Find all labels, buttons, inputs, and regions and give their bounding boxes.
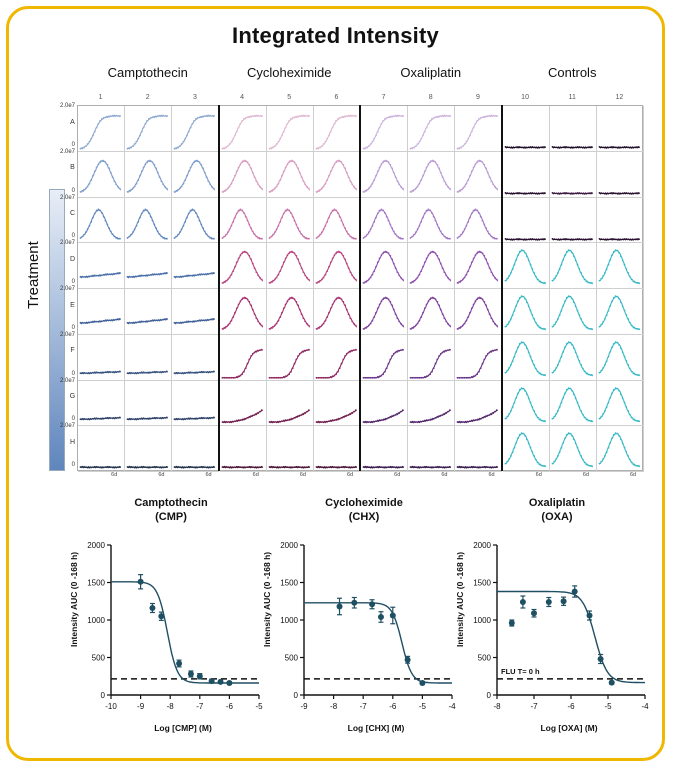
- x-tick-label: 6d: [394, 472, 401, 478]
- row-header: E: [70, 301, 75, 309]
- x-tick-label: 6d: [111, 472, 118, 478]
- x-tick-label: 6d: [441, 472, 448, 478]
- y-zero-label: 0: [71, 141, 75, 148]
- y-zero-label: 0: [71, 279, 75, 285]
- well-G7[interactable]: [361, 381, 408, 427]
- y-tick-label: 2.0e7: [59, 240, 75, 247]
- well-G11[interactable]: [550, 381, 597, 427]
- row-header: A: [70, 118, 75, 126]
- svg-text:-8: -8: [493, 702, 501, 711]
- well-B12[interactable]: [597, 152, 644, 198]
- y-tick-label: 2.0e7: [59, 148, 75, 155]
- chart-subtitle: (OXA): [541, 511, 573, 523]
- chart-plot-area: [264, 513, 464, 733]
- plate-heatmap-grid: [59, 65, 643, 478]
- chart-title: Camptothecin: [134, 497, 208, 509]
- row-header: D: [69, 255, 76, 263]
- row-header: F: [70, 347, 75, 355]
- svg-text:-7: -7: [359, 702, 367, 711]
- column-header: 2: [145, 94, 150, 101]
- y-zero-label: 0: [71, 324, 75, 331]
- x-tick-label: 6d: [535, 472, 542, 478]
- svg-text:-6: -6: [389, 702, 397, 711]
- well-D4[interactable]: [220, 243, 267, 289]
- well-C1[interactable]: [78, 198, 125, 244]
- svg-text:-6: -6: [225, 702, 233, 711]
- y-tick-label: 2.0e7: [59, 194, 75, 201]
- dose-response-camptothecin: [71, 497, 271, 747]
- y-zero-label: 0: [71, 370, 75, 377]
- well-C11[interactable]: [550, 198, 597, 244]
- well-A2[interactable]: [125, 106, 172, 152]
- well-G5[interactable]: [267, 381, 314, 427]
- y-tick-label: 2.0e7: [59, 103, 75, 109]
- svg-text:1000: 1000: [280, 616, 298, 625]
- well-D2[interactable]: [125, 243, 172, 289]
- y-zero-label: 0: [71, 187, 75, 194]
- chart-canvas: [264, 513, 464, 728]
- well-D9[interactable]: [455, 243, 502, 289]
- well-C10[interactable]: [503, 198, 550, 244]
- well-C12[interactable]: [597, 198, 644, 244]
- well-A12[interactable]: [597, 106, 644, 152]
- well-E6[interactable]: [314, 289, 361, 335]
- x-tick-label: 6d: [158, 472, 165, 478]
- svg-text:1500: 1500: [280, 578, 298, 588]
- poster-frame: [6, 6, 665, 761]
- well-H2[interactable]: [125, 426, 172, 472]
- chart-title: Cycloheximide: [325, 497, 403, 509]
- well-E4[interactable]: [220, 289, 267, 335]
- well-H11[interactable]: [550, 426, 597, 472]
- x-tick-label: 6d: [299, 472, 306, 478]
- well-H7[interactable]: [361, 426, 408, 472]
- svg-text:-9: -9: [300, 702, 308, 711]
- column-header: 11: [568, 94, 576, 101]
- y-axis-label: Intensity AUC (0 -168 h): [69, 551, 79, 647]
- well-F10[interactable]: [503, 335, 550, 381]
- well-C8[interactable]: [408, 198, 455, 244]
- svg-text:500: 500: [284, 653, 298, 663]
- well-A11[interactable]: [550, 106, 597, 152]
- y-zero-label: 0: [71, 233, 75, 240]
- baseline-annotation: FLU T= 0 h: [501, 666, 540, 676]
- row-header: G: [69, 393, 76, 401]
- group-label-1: Cycloheximide: [246, 65, 332, 80]
- column-header: 6: [334, 94, 339, 101]
- well-G4[interactable]: [220, 381, 267, 427]
- well-H5[interactable]: [267, 426, 314, 472]
- group-separator: [218, 105, 220, 471]
- well-A8[interactable]: [408, 106, 455, 152]
- well-C5[interactable]: [267, 198, 314, 244]
- well-A3[interactable]: [172, 106, 219, 152]
- x-tick-label: 6d: [630, 472, 637, 478]
- svg-text:1000: 1000: [87, 616, 105, 625]
- y-zero-label: 0: [71, 416, 75, 423]
- svg-text:500: 500: [91, 653, 105, 663]
- row-header: H: [69, 438, 76, 446]
- svg-text:-9: -9: [137, 702, 145, 711]
- chart-plot-area: [71, 513, 271, 733]
- chart-subtitle: (CMP): [155, 511, 187, 523]
- svg-text:-5: -5: [418, 702, 426, 711]
- column-header: 7: [381, 94, 386, 101]
- well-F6[interactable]: [314, 335, 361, 381]
- well-G1[interactable]: [78, 381, 125, 427]
- well-D10[interactable]: [503, 243, 550, 289]
- well-B8[interactable]: [408, 152, 455, 198]
- chart-subtitle: (CHX): [348, 511, 380, 523]
- well-F12[interactable]: [597, 335, 644, 381]
- dose-response-oxaliplatin: [457, 497, 657, 747]
- well-F9[interactable]: [455, 335, 502, 381]
- row-header: C: [69, 210, 76, 218]
- dose-response-cycloheximide: [264, 497, 464, 747]
- well-C9[interactable]: [455, 198, 502, 244]
- svg-text:1500: 1500: [473, 578, 491, 588]
- well-D7[interactable]: [361, 243, 408, 289]
- x-tick-label: 6d: [252, 472, 259, 478]
- well-B4[interactable]: [220, 152, 267, 198]
- well-F2[interactable]: [125, 335, 172, 381]
- well-E10[interactable]: [503, 289, 550, 335]
- page-title: Integrated Intensity: [232, 23, 439, 48]
- well-C3[interactable]: [172, 198, 219, 244]
- well-A9[interactable]: [455, 106, 502, 152]
- well-C4[interactable]: [220, 198, 267, 244]
- svg-text:-5: -5: [255, 702, 263, 711]
- well-A7[interactable]: [361, 106, 408, 152]
- column-header: 1: [98, 94, 103, 101]
- well-D8[interactable]: [408, 243, 455, 289]
- well-F4[interactable]: [220, 335, 267, 381]
- well-C7[interactable]: [361, 198, 408, 244]
- well-F1[interactable]: [78, 335, 125, 381]
- svg-text:500: 500: [477, 653, 491, 663]
- well-A5[interactable]: [267, 106, 314, 152]
- column-header: 9: [475, 94, 480, 101]
- well-B9[interactable]: [455, 152, 502, 198]
- well-F8[interactable]: [408, 335, 455, 381]
- svg-text:-7: -7: [196, 702, 204, 711]
- svg-text:0: 0: [293, 691, 298, 700]
- x-tick-label: 6d: [205, 472, 212, 478]
- well-G10[interactable]: [503, 381, 550, 427]
- well-F7[interactable]: [361, 335, 408, 381]
- column-header: 4: [240, 94, 245, 101]
- svg-text:-8: -8: [166, 702, 174, 711]
- well-D1[interactable]: [78, 243, 125, 289]
- well-G3[interactable]: [172, 381, 219, 427]
- well-F11[interactable]: [550, 335, 597, 381]
- chart-title: Oxaliplatin: [528, 497, 586, 509]
- x-axis-label: Log [CHX] (M): [347, 723, 405, 733]
- well-B10[interactable]: [503, 152, 550, 198]
- column-header: 12: [615, 94, 624, 101]
- well-G9[interactable]: [455, 381, 502, 427]
- svg-text:-8: -8: [330, 702, 338, 711]
- well-G2[interactable]: [125, 381, 172, 427]
- well-F3[interactable]: [172, 335, 219, 381]
- well-D3[interactable]: [172, 243, 219, 289]
- well-H10[interactable]: [503, 426, 550, 472]
- svg-text:1000: 1000: [473, 616, 491, 625]
- well-H8[interactable]: [408, 426, 455, 472]
- well-A10[interactable]: [503, 106, 550, 152]
- well-G8[interactable]: [408, 381, 455, 427]
- well-E5[interactable]: [267, 289, 314, 335]
- y-axis-label: Intensity AUC (0 -168 h): [262, 551, 272, 647]
- x-tick-label: 6d: [488, 472, 495, 478]
- well-D11[interactable]: [550, 243, 597, 289]
- group-label-2: Oxaliplatin: [400, 65, 462, 80]
- row-header: B: [70, 164, 75, 172]
- column-header: 3: [192, 94, 197, 101]
- y-tick-label: 2.0e7: [59, 286, 75, 292]
- well-B2[interactable]: [125, 152, 172, 198]
- svg-text:-4: -4: [641, 702, 649, 711]
- well-A1[interactable]: [78, 106, 125, 152]
- well-B7[interactable]: [361, 152, 408, 198]
- well-H9[interactable]: [455, 426, 502, 472]
- well-F5[interactable]: [267, 335, 314, 381]
- x-tick-label: 6d: [582, 472, 589, 478]
- svg-text:2000: 2000: [87, 541, 105, 550]
- y-zero-label: 0: [71, 462, 75, 468]
- svg-text:-7: -7: [530, 702, 538, 711]
- well-D12[interactable]: [597, 243, 644, 289]
- well-A6[interactable]: [314, 106, 361, 152]
- well-E9[interactable]: [455, 289, 502, 335]
- y-tick-label: 2.0e7: [59, 423, 75, 430]
- column-header: 5: [287, 94, 292, 101]
- well-E2[interactable]: [125, 289, 172, 335]
- group-separator: [359, 105, 361, 471]
- well-C6[interactable]: [314, 198, 361, 244]
- well-C2[interactable]: [125, 198, 172, 244]
- chart-canvas: [457, 513, 657, 728]
- well-H12[interactable]: [597, 426, 644, 472]
- well-E7[interactable]: [361, 289, 408, 335]
- x-tick-label: 6d: [347, 472, 354, 478]
- well-A4[interactable]: [220, 106, 267, 152]
- well-H6[interactable]: [314, 426, 361, 472]
- well-D5[interactable]: [267, 243, 314, 289]
- well-B5[interactable]: [267, 152, 314, 198]
- x-axis-label: Log [OXA] (M): [540, 723, 598, 733]
- svg-text:1500: 1500: [87, 578, 105, 588]
- svg-text:0: 0: [100, 691, 105, 700]
- well-G6[interactable]: [314, 381, 361, 427]
- well-H1[interactable]: [78, 426, 125, 472]
- svg-text:-5: -5: [604, 702, 612, 711]
- chart-plot-area: [457, 513, 657, 733]
- well-E12[interactable]: [597, 289, 644, 335]
- well-H3[interactable]: [172, 426, 219, 472]
- well-B6[interactable]: [314, 152, 361, 198]
- group-separator: [501, 105, 503, 471]
- well-D6[interactable]: [314, 243, 361, 289]
- treatment-axis-label: Treatment: [25, 241, 42, 309]
- chart-canvas: [71, 513, 271, 728]
- svg-text:-6: -6: [567, 702, 575, 711]
- well-B11[interactable]: [550, 152, 597, 198]
- well-E8[interactable]: [408, 289, 455, 335]
- svg-text:-10: -10: [105, 702, 117, 711]
- well-G12[interactable]: [597, 381, 644, 427]
- svg-text:2000: 2000: [473, 541, 491, 550]
- column-header: 8: [428, 94, 433, 101]
- y-axis-label: Intensity AUC (0 -168 h): [455, 551, 465, 647]
- well-B1[interactable]: [78, 152, 125, 198]
- column-header: 10: [521, 94, 529, 101]
- well-E11[interactable]: [550, 289, 597, 335]
- group-label-0: Camptothecin: [107, 65, 188, 80]
- svg-text:2000: 2000: [280, 541, 298, 550]
- x-axis-label: Log [CMP] (M): [154, 723, 212, 733]
- well-E3[interactable]: [172, 289, 219, 335]
- well-H4[interactable]: [220, 426, 267, 472]
- y-tick-label: 2.0e7: [59, 331, 75, 338]
- well-B3[interactable]: [172, 152, 219, 198]
- svg-text:0: 0: [486, 691, 491, 700]
- well-E1[interactable]: [78, 289, 125, 335]
- y-tick-label: 2.0e7: [59, 377, 75, 384]
- svg-text:-4: -4: [448, 702, 456, 711]
- group-label-3: Controls: [548, 65, 597, 80]
